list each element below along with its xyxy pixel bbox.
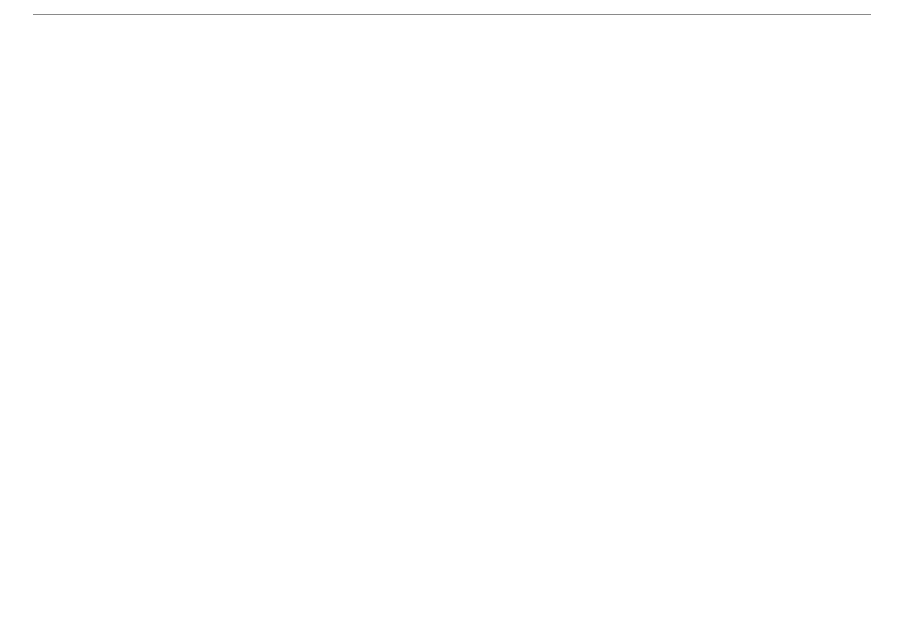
document-page	[33, 14, 871, 15]
table-block-continued	[33, 14, 871, 15]
